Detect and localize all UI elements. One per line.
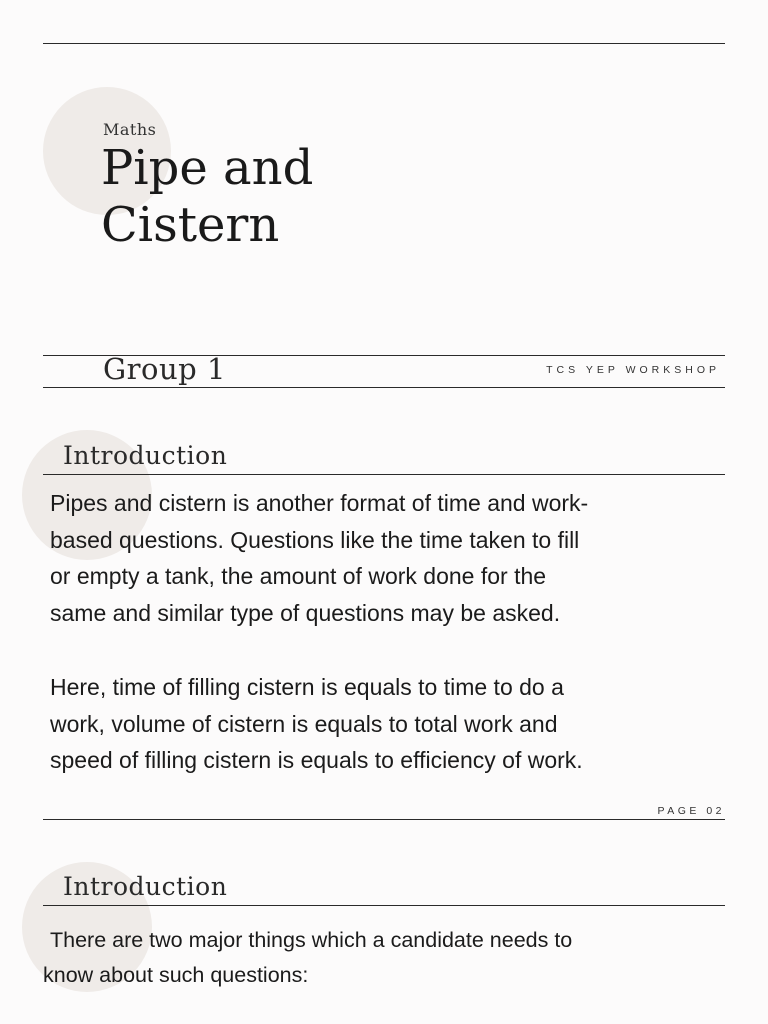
group-bottom-divider <box>43 387 725 388</box>
subject-label: Maths <box>103 120 157 139</box>
page-divider <box>43 819 725 820</box>
text-line: speed of filling cistern is equals to efficiency of work. <box>50 747 583 774</box>
title-line-2: Cistern <box>101 197 280 253</box>
title-line-1: Pipe and <box>101 140 314 196</box>
text-line: Here, time of filling cistern is equals to time to do a <box>50 674 564 700</box>
text-line: or empty a tank, the amount of work done for the <box>50 563 547 590</box>
section1-paragraph-2 <box>50 669 740 779</box>
section2-divider <box>43 905 725 906</box>
text-line: There are two major things which a candidate needs to <box>50 928 573 952</box>
top-divider <box>43 43 725 44</box>
text-line: work, volume of cistern is equals to total work and <box>50 710 558 737</box>
section1-paragraph-1 <box>50 485 740 632</box>
workshop-label: TCS YEP WORKSHOP <box>546 364 720 376</box>
section2-paragraph <box>43 923 733 993</box>
section1-heading: Introduction <box>63 441 228 470</box>
section2-heading: Introduction <box>63 872 228 901</box>
text-line: know about such questions: <box>43 963 309 987</box>
group-label: Group 1 <box>103 352 226 386</box>
page-number: PAGE 02 <box>657 805 725 817</box>
text-line: based questions. Questions like the time taken to fill <box>50 526 580 553</box>
text-line: same and similar type of questions may be asked. <box>50 600 561 627</box>
section1-divider <box>43 474 725 475</box>
text-line: Pipes and cistern is another format of time and work- <box>50 490 589 516</box>
page-title <box>101 140 313 254</box>
